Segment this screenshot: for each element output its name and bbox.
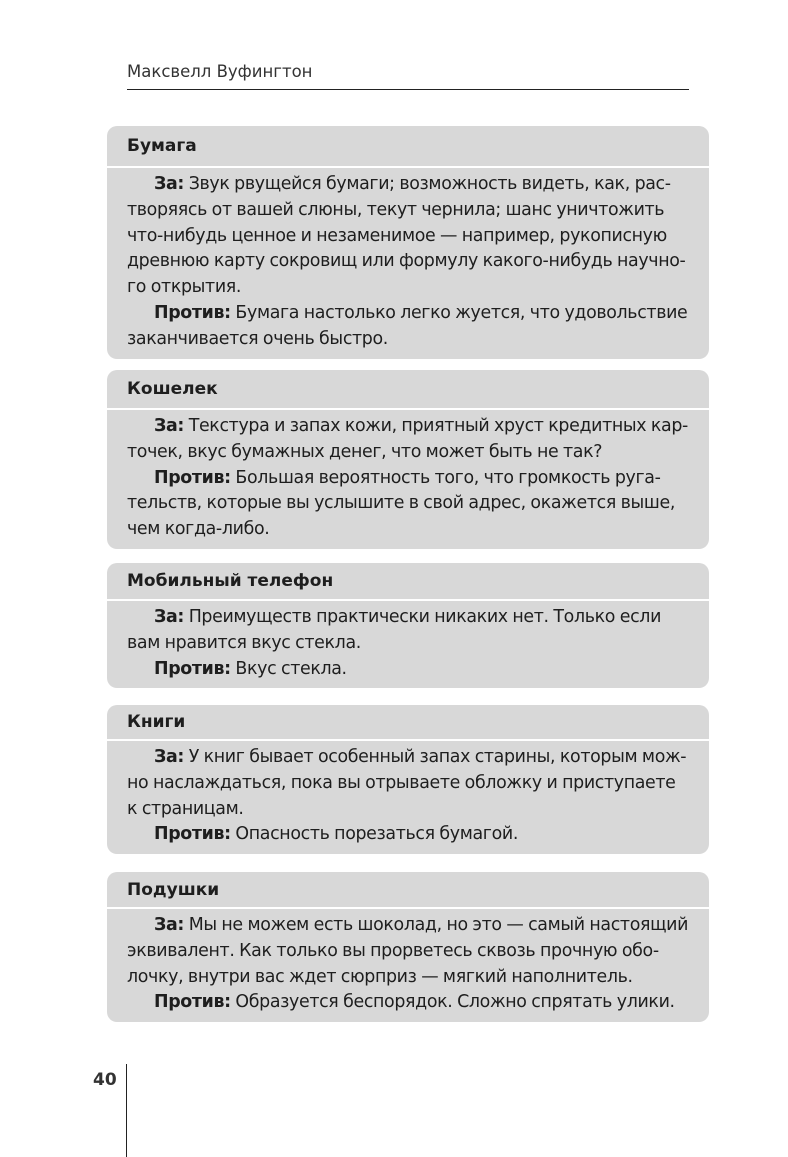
pro-paragraph-line: древнюю карту сокровищ или формулу какого-нибудь научно- (127, 251, 686, 272)
con-paragraph-line: заканчивается очень быстро. (127, 328, 388, 349)
con-paragraph (127, 990, 689, 1016)
card-title: Книги (107, 705, 709, 741)
card-body (107, 741, 709, 848)
pro-paragraph-line: вам нравится вкус стекла. (127, 632, 361, 653)
pro-paragraph (127, 913, 689, 990)
card-body (107, 168, 709, 353)
card (107, 563, 709, 688)
con-paragraph-line: Бумага настолько легко жуется, что удовольствие (235, 302, 688, 323)
pro-paragraph-line: к страницам. (127, 798, 244, 819)
header-rule (127, 89, 689, 90)
pro-paragraph-line: лочку, внутри вас ждет сюрприз — мягкий наполнитель. (127, 966, 633, 987)
pro-paragraph-line: Преимуществ практически никаких нет. Только если (188, 607, 662, 627)
pro-paragraph (127, 745, 689, 822)
pro-paragraph-line: эквивалент. Как только вы прорветесь сквозь прочную обо- (127, 940, 659, 961)
page-number: 40 (93, 1070, 117, 1090)
card (107, 126, 709, 359)
pro-paragraph (127, 605, 689, 657)
con-paragraph-line: Образуется беспорядок. Сложно спрятать улики. (235, 992, 675, 1013)
con-paragraph-label: Против: (154, 467, 231, 488)
pro-paragraph-line: творяясь от вашей слюны, текут чернила; шанс уничтожить (127, 199, 665, 220)
con-paragraph (127, 822, 689, 848)
con-paragraph-label: Против: (154, 302, 231, 323)
pro-paragraph-line: Мы не можем есть шоколад, но это — самый настоящий (188, 915, 689, 935)
pro-paragraph-label: За: (154, 174, 184, 194)
page-number-rule (126, 1064, 127, 1157)
card (107, 370, 709, 549)
pro-paragraph (127, 414, 689, 466)
pro-paragraph-line: точек, вкус бумажных денег, что может быть не так? (127, 441, 603, 462)
card-body (107, 909, 709, 1016)
con-paragraph-line: Опасность порезаться бумагой. (235, 824, 519, 845)
card-title: Мобильный телефон (107, 563, 709, 601)
pro-paragraph-label: За: (154, 915, 184, 935)
pro-paragraph-label: За: (154, 607, 184, 627)
pro-paragraph-line: что-нибудь ценное и незаменимое — например, рукописную (127, 225, 667, 246)
con-paragraph-line: Большая вероятность того, что громкость руга- (235, 467, 661, 488)
pro-paragraph-line: но наслаждаться, пока вы отрываете обложку и приступаете (127, 772, 676, 793)
card-title: Кошелек (107, 370, 709, 410)
card (107, 705, 709, 854)
card (107, 872, 709, 1022)
con-paragraph-line: Вкус стекла. (235, 658, 347, 679)
pro-paragraph-label: За: (154, 416, 184, 436)
con-paragraph (127, 657, 689, 683)
card-body (107, 410, 709, 543)
pro-paragraph-label: За: (154, 747, 184, 767)
card-title: Бумага (107, 126, 709, 168)
con-paragraph-line: тельств, которые вы услышите в свой адрес, окажется выше, (127, 493, 675, 514)
card-body (107, 601, 709, 682)
con-paragraph (127, 301, 689, 353)
con-paragraph-label: Против: (154, 992, 231, 1013)
pro-paragraph-line: У книг бывает особенный запах старины, которым мож- (188, 747, 687, 767)
con-paragraph-label: Против: (154, 658, 231, 679)
con-paragraph (127, 466, 689, 543)
con-paragraph-label: Против: (154, 824, 231, 845)
pro-paragraph-line: Текстура и запах кожи, приятный хруст кредитных кар- (188, 416, 688, 436)
pro-paragraph-line: го открытия. (127, 277, 242, 298)
card-title: Подушки (107, 872, 709, 909)
con-paragraph-line: чем когда-либо. (127, 519, 270, 540)
running-header-author: Максвелл Вуфингтон (127, 62, 313, 81)
pro-paragraph-line: Звук рвущейся бумаги; возможность видеть, как, рас- (188, 174, 671, 194)
pro-paragraph (127, 172, 689, 301)
